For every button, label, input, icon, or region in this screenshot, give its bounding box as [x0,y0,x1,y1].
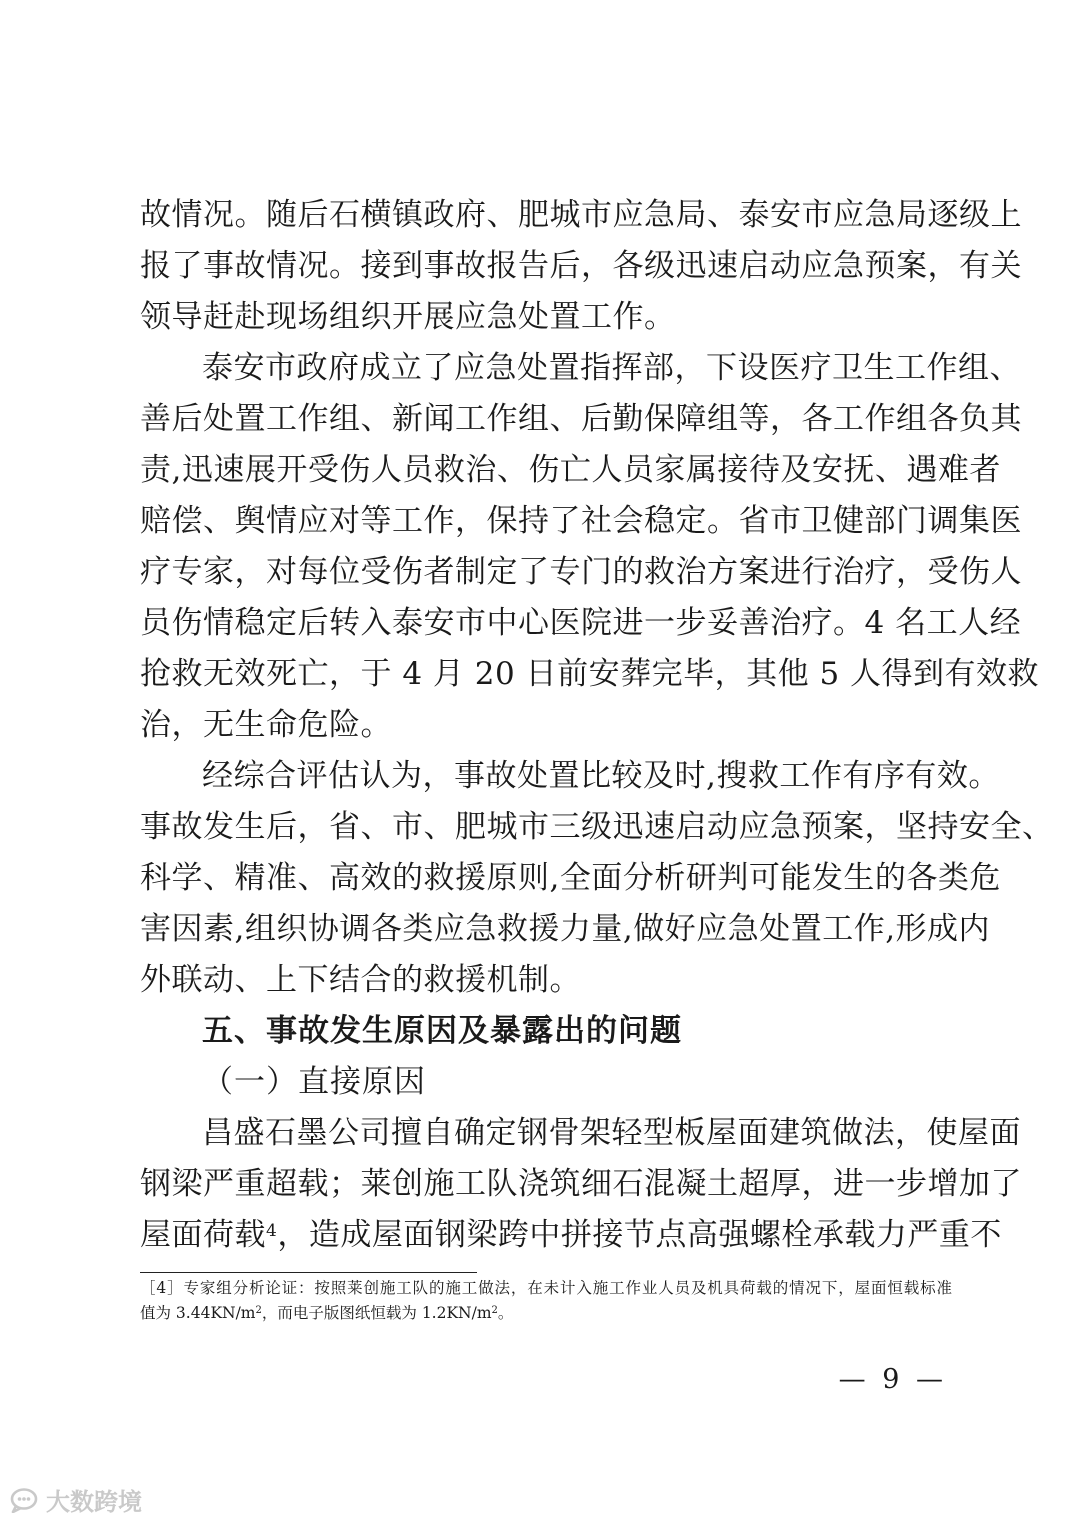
body-text [140,190,1054,1261]
section-heading: 五、事故发生原因及暴露出的问题 [202,1013,682,1049]
footnote-reference[interactable]: 4 [266,1221,278,1241]
paragraph-line: 报了事故情况。接到事故报告后，各级迅速启动应急预案，有关 [140,248,1022,284]
footnote-line [140,1301,952,1326]
paragraph-line: 疗专家，对每位受伤者制定了专门的救治方案进行治疗，受伤人 [140,554,1022,590]
paragraph-line: 经综合评估认为，事故处置比较及时,搜救工作有序有效。 [202,758,1000,794]
paragraph-line: 害因素,组织协调各类应急救援力量,做好应急处置工作,形成内 [140,911,991,947]
paragraph-line: 外联动、上下结合的救援机制。 [140,962,581,998]
page-number: — 9 — [838,1364,947,1395]
watermark [10,1482,142,1517]
paragraph-line: 治，无生命危险。 [140,707,392,743]
paragraph-text: ，造成屋面钢梁跨中拼接节点高强螺栓承载力严重不 [277,1217,1002,1253]
paragraph-line: 赔偿、舆情应对等工作，保持了社会稳定。省市卫健部门调集医 [140,503,1022,539]
footnote-text: ，而电子版图纸恒载为 1.2KN/m [261,1304,492,1322]
footnote-superscript: 2 [255,1305,262,1316]
paragraph-line: 昌盛石墨公司擅自确定钢骨架轻型板屋面建筑做法，使屋面 [202,1115,1021,1151]
paragraph-text: 屋面荷载 [140,1217,266,1253]
subsection-heading: （一）直接原因 [202,1064,426,1100]
footnote-divider [140,1272,477,1273]
paragraph-line: 员伤情稳定后转入泰安市中心医院进一步妥善治疗。4 名工人经 [140,605,1022,641]
footnote-text: 值为 3.44KN/m [140,1304,256,1322]
paragraph-line: 故情况。随后石横镇政府、肥城市应急局、泰安市应急局逐级上 [140,197,1022,233]
paragraph-line: 科学、精准、高效的救援原则,全面分析研判可能发生的各类危 [140,860,1001,896]
footnote-text: 。 [497,1304,514,1322]
paragraph-line: 泰安市政府成立了应急处置指挥部，下设医疗卫生工作组、 [202,350,1021,386]
paragraph-line: 抢救无效死亡，于 4 月 20 日前安葬完毕，其他 5 人得到有效救 [140,656,1040,692]
footnote-superscript: 2 [491,1305,498,1316]
chat-bubble-icon [10,1487,40,1513]
paragraph-line: 钢梁严重超载；莱创施工队浇筑细石混凝土超厚，进一步增加了 [140,1166,1022,1202]
paragraph-line: 事故发生后，省、市、肥城市三级迅速启动应急预案，坚持安全、 [140,809,1054,845]
paragraph-line: 责,迅速展开受伤人员救治、伤亡人员家属接待及安抚、遇难者 [140,452,1001,488]
paragraph-line [140,1210,1002,1261]
footnote [140,1276,952,1326]
paragraph-line: 领导赶赴现场组织开展应急处置工作。 [140,299,676,335]
footnote-line: ［4］专家组分析论证：按照莱创施工队的施工做法，在未计入施工作业人员及机具荷载的情况下，屋面恒载标准 [140,1279,952,1297]
watermark-text: 大数跨境 [46,1488,142,1516]
paragraph-line: 善后处置工作组、新闻工作组、后勤保障组等，各工作组各负其 [140,401,1022,437]
